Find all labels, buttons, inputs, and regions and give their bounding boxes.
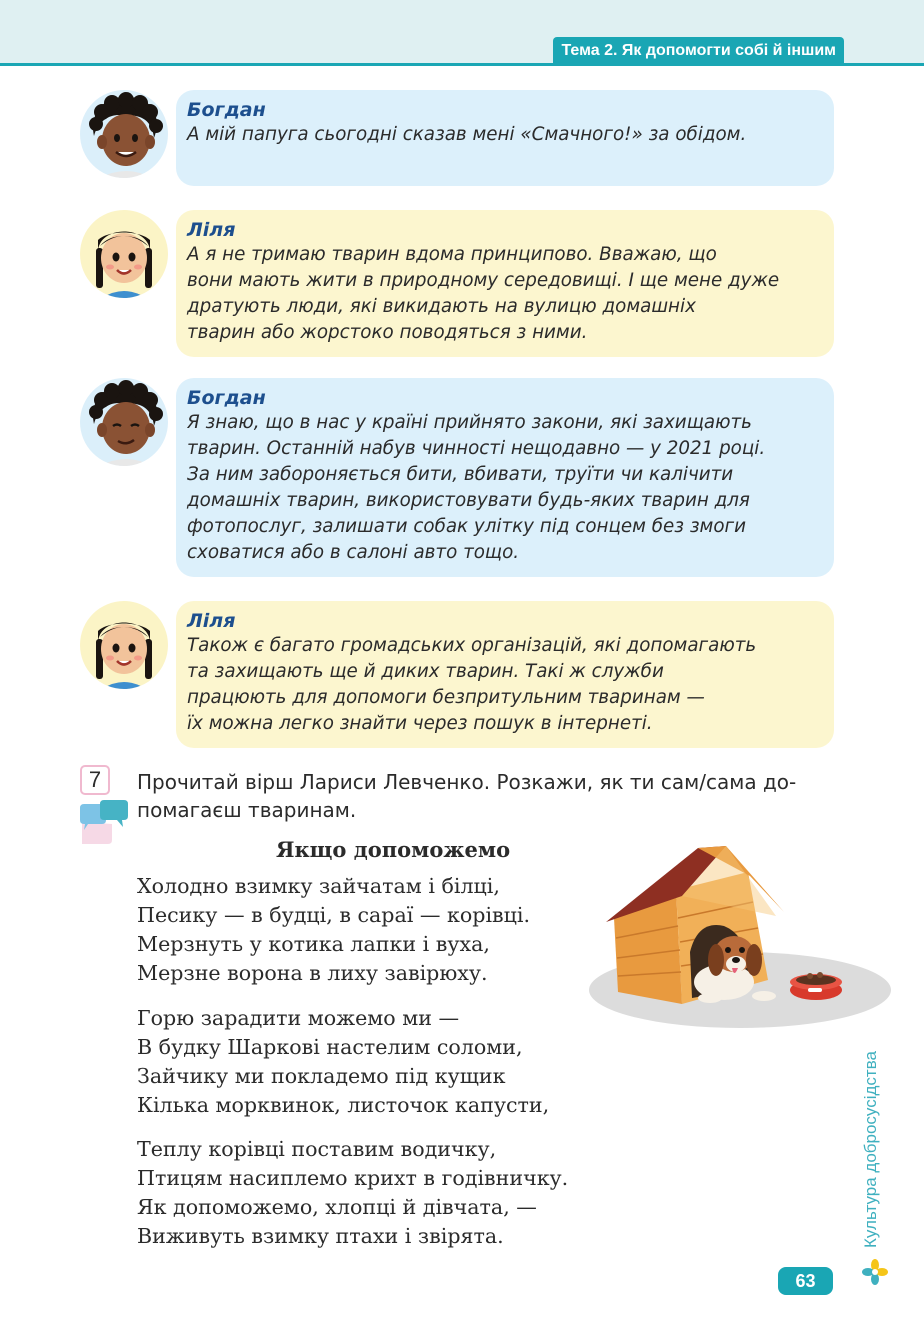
speech-line: За ним забороняється бити, вбивати, труїти чи калічити: [187, 464, 734, 485]
boy-avatar: [80, 378, 168, 466]
discussion-icon: [78, 800, 130, 852]
poem-title: Якщо допоможемо: [276, 837, 511, 862]
poem-line: Горю зарадити можемо ми —: [137, 1006, 460, 1030]
speech-line: домашніх тварин, використовувати будь-яких тварин для: [187, 490, 750, 511]
speech-bubble: [176, 210, 834, 357]
speech-line: Також є багато громадських організацій, які допомагають: [187, 635, 757, 656]
speaker-name: Богдан: [187, 387, 266, 409]
speech-line: дратують люди, які викидають на вулицю домашніх: [187, 296, 696, 317]
page-number: 63: [778, 1267, 833, 1295]
poem-stanza: [137, 1135, 568, 1251]
poem-line: Як допоможемо, хлопці й дівчата, —: [137, 1195, 537, 1219]
poem-line: В будку Шаркові настелим соломи,: [137, 1035, 523, 1059]
poem-stanza: [137, 872, 530, 988]
doghouse-illustration: [588, 842, 894, 1042]
section-label: Культура добросусідства: [861, 1050, 880, 1248]
task-instruction: [137, 768, 837, 824]
speaker-name: Ліля: [187, 610, 236, 632]
poem-line: Теплу корівці поставим водичку,: [137, 1137, 497, 1161]
speech-line: Я знаю, що в нас у країні прийнято закони, які захищають: [187, 412, 752, 433]
task-line: Прочитай вірш Лариси Левченко. Розкажи, як ти сам/сама до-: [137, 770, 797, 794]
poem-line: Мерзнуть у котика лапки і вуха,: [137, 932, 490, 956]
poem-line: Зайчику ми покладемо під кущик: [137, 1064, 506, 1088]
poem-line: Холодно взимку зайчатам і білці,: [137, 874, 500, 898]
task-number: 7: [80, 765, 110, 795]
speech-line: тварин. Останній набув чинності нещодавно — у 2021 році.: [187, 438, 766, 459]
speaker-name: Ліля: [187, 219, 236, 241]
speech-line: вони мають жити в природному середовищі. І ще мене дуже: [187, 270, 780, 291]
flower-icon: [862, 1259, 888, 1289]
speech-line: фотопослуг, залишати собак улітку під сонцем без змоги: [187, 516, 746, 537]
poem-stanza: [137, 1004, 549, 1120]
speaker-name: Богдан: [187, 99, 266, 121]
speech-line: сховатися або в салоні авто тощо.: [187, 542, 520, 563]
girl-avatar: [80, 601, 168, 689]
speech-line: та захищають ще й диких тварин. Такі ж служби: [187, 661, 664, 682]
boy-avatar: [80, 90, 168, 178]
poem-line: Кілька морквинок, листочок капусти,: [137, 1093, 550, 1117]
poem-line: Мерзне ворона в лиху завірюху.: [137, 961, 488, 985]
speech-line: А мій папуга сьогодні сказав мені «Смачного!» за обідом.: [187, 124, 747, 145]
speech-line: їх можна легко знайти через пошук в інтернеті.: [187, 713, 653, 734]
speech-line: працюють для допомоги безпритульним тваринам —: [187, 687, 705, 708]
speech-line: тварин або жорстоко поводяться з ними.: [187, 322, 588, 343]
poem-line: Птицям насиплемо крихт в годівничку.: [137, 1166, 569, 1190]
girl-avatar: [80, 210, 168, 298]
task-line: помагаєш тваринам.: [137, 798, 357, 822]
poem-line: Песику — в будці, в сараї — корівці.: [137, 903, 531, 927]
speech-bubble: [176, 90, 834, 186]
speech-line: А я не тримаю тварин вдома принципово. Вважаю, що: [187, 244, 717, 265]
speech-bubble: [176, 378, 834, 577]
topic-tab: Тема 2. Як допомогти собі й іншим: [553, 37, 844, 65]
poem-line: Виживуть взимку птахи і звірята.: [137, 1224, 504, 1248]
speech-bubble: [176, 601, 834, 748]
